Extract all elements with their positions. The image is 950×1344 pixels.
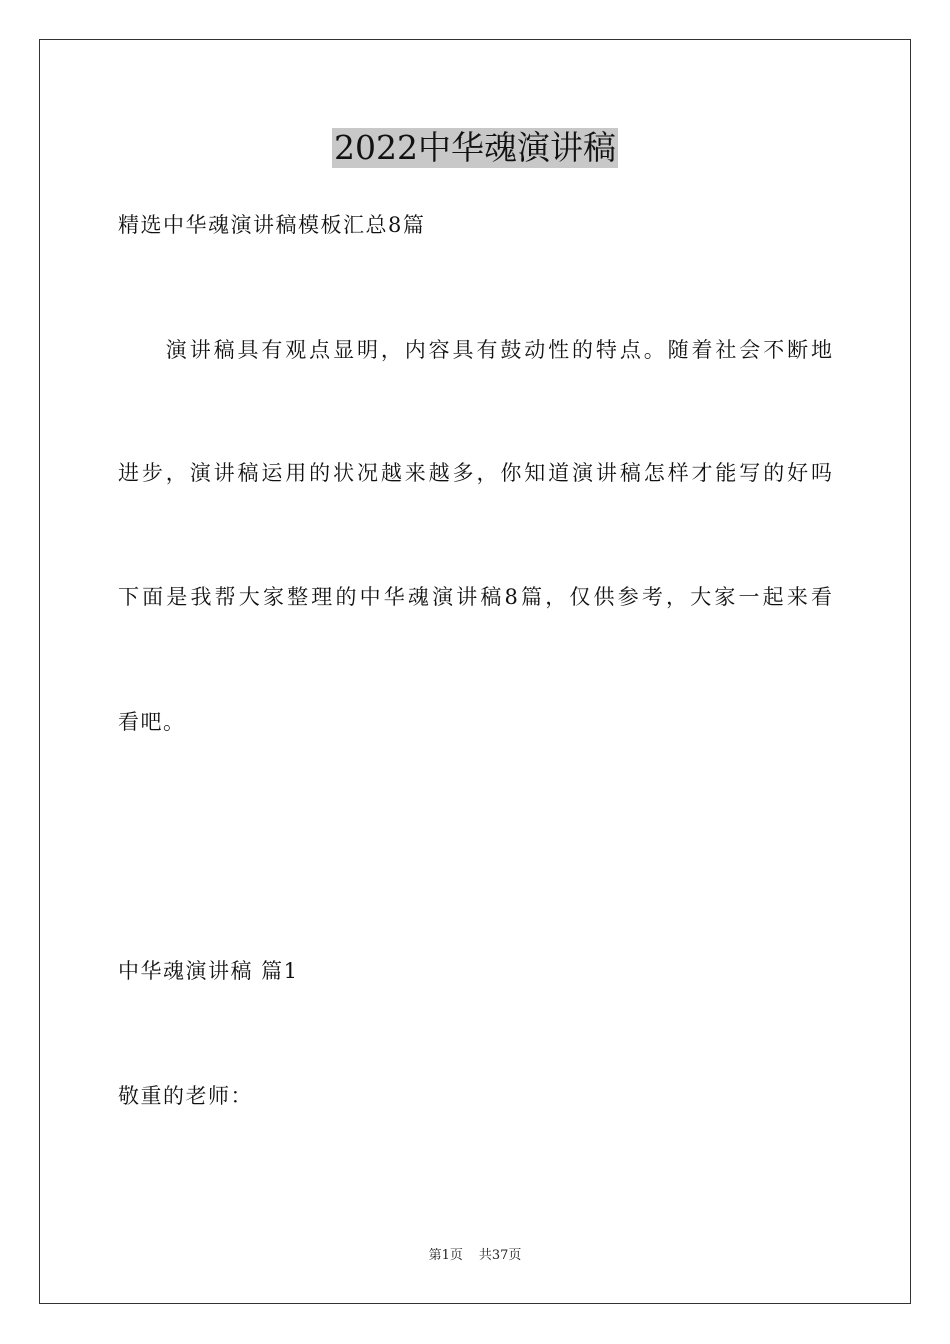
intro-line-2: 进步，演讲稿运用的状况越来越多，你知道演讲稿怎样才能写的好吗 [118,461,832,485]
intro-line-4: 看吧。 [118,710,186,734]
intro-line-1: 演讲稿具有观点显明，内容具有鼓动性的特点。随着社会不断地 [118,338,832,362]
page-total: 共37页 [478,1248,522,1263]
page-number: 第1页 [428,1248,463,1263]
section-heading: 中华魂演讲稿 篇1 [118,959,299,983]
salutation: 敬重的老师： [118,1084,253,1108]
document-title-wrap [0,128,950,168]
document-title: 2022中华魂演讲稿 [334,128,616,167]
document-subtitle: 精选中华魂演讲稿模板汇总8篇 [118,213,426,237]
intro-line-3: 下面是我帮大家整理的中华魂演讲稿8篇，仅供参考，大家一起来看 [118,585,832,609]
page-footer [0,1248,950,1264]
